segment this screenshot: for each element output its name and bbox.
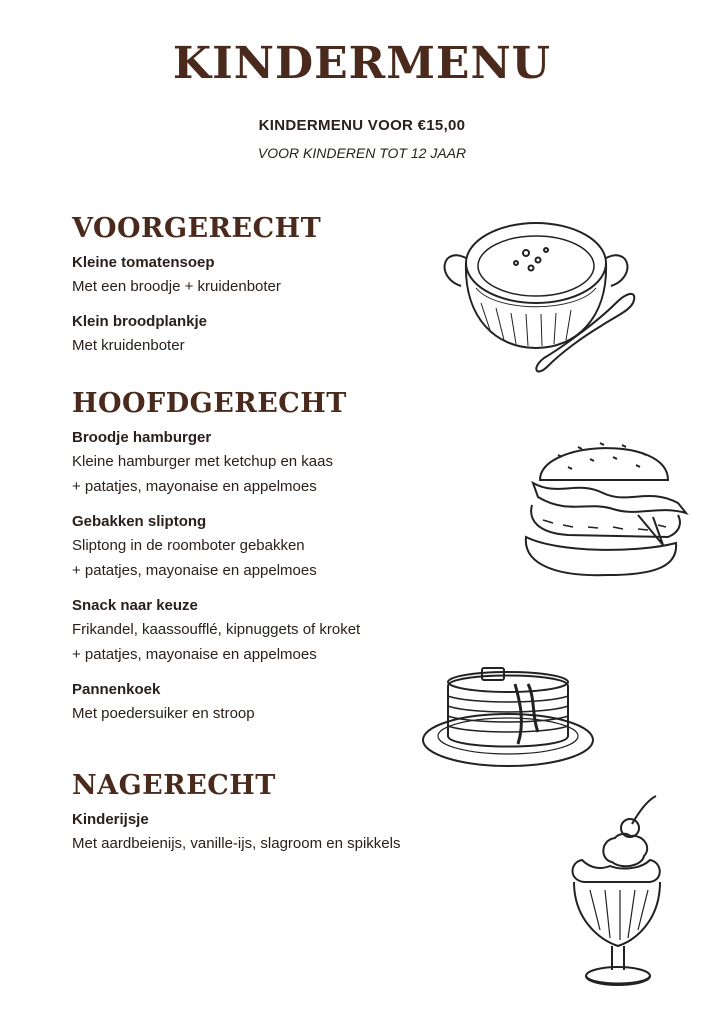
- item-name: Gebakken sliptong: [72, 513, 207, 530]
- price-line: KINDERMENU VOOR €15,00: [258, 117, 466, 134]
- item-description: Met kruidenboter: [72, 337, 185, 354]
- menu-item: [72, 679, 360, 726]
- menu-item: [72, 252, 321, 299]
- age-note: VOOR KINDEREN TOT 12 JAAR: [257, 145, 467, 161]
- section-heading: NAGERECHT: [72, 770, 276, 801]
- item-name: Kleine tomatensoep: [72, 254, 215, 271]
- item-name: Snack naar keuze: [72, 597, 198, 614]
- sundae-illustration: [560, 790, 670, 1002]
- menu-item: [72, 427, 360, 499]
- item-description: + patatjes, mayonaise en appelmoes: [72, 478, 317, 495]
- section-voorgerecht: [72, 213, 321, 370]
- item-name: Klein broodplankje: [72, 313, 208, 330]
- item-description: Met een broodje + kruidenboter: [72, 278, 281, 295]
- section-heading: VOORGERECHT: [72, 213, 322, 244]
- section-heading: HOOFDGERECHT: [72, 388, 347, 419]
- item-name: Kinderijsje: [72, 811, 149, 828]
- soup-bowl-illustration: [436, 208, 656, 384]
- page-title: KINDERMENU: [172, 38, 552, 89]
- menu-item: [72, 809, 400, 856]
- menu-item: [72, 311, 321, 358]
- burger-illustration: [518, 425, 690, 590]
- item-description: + patatjes, mayonaise en appelmoes: [72, 646, 317, 663]
- item-description: Frikandel, kaassoufflé, kipnuggets of kroket: [72, 621, 361, 638]
- item-description: Met aardbeienijs, vanille-ijs, slagroom en spikkels: [72, 835, 401, 852]
- menu-item: [72, 511, 360, 583]
- item-description: + patatjes, mayonaise en appelmoes: [72, 562, 317, 579]
- item-description: Sliptong in de roomboter gebakken: [72, 537, 305, 554]
- item-name: Pannenkoek: [72, 681, 161, 698]
- pancakes-illustration: [420, 662, 600, 782]
- item-name: Broodje hamburger: [72, 429, 212, 446]
- section-hoofdgerecht: [72, 388, 360, 738]
- menu-item: [72, 595, 360, 667]
- item-description: Kleine hamburger met ketchup en kaas: [72, 453, 333, 470]
- item-description: Met poedersuiker en stroop: [72, 705, 255, 722]
- section-nagerecht: [72, 770, 400, 868]
